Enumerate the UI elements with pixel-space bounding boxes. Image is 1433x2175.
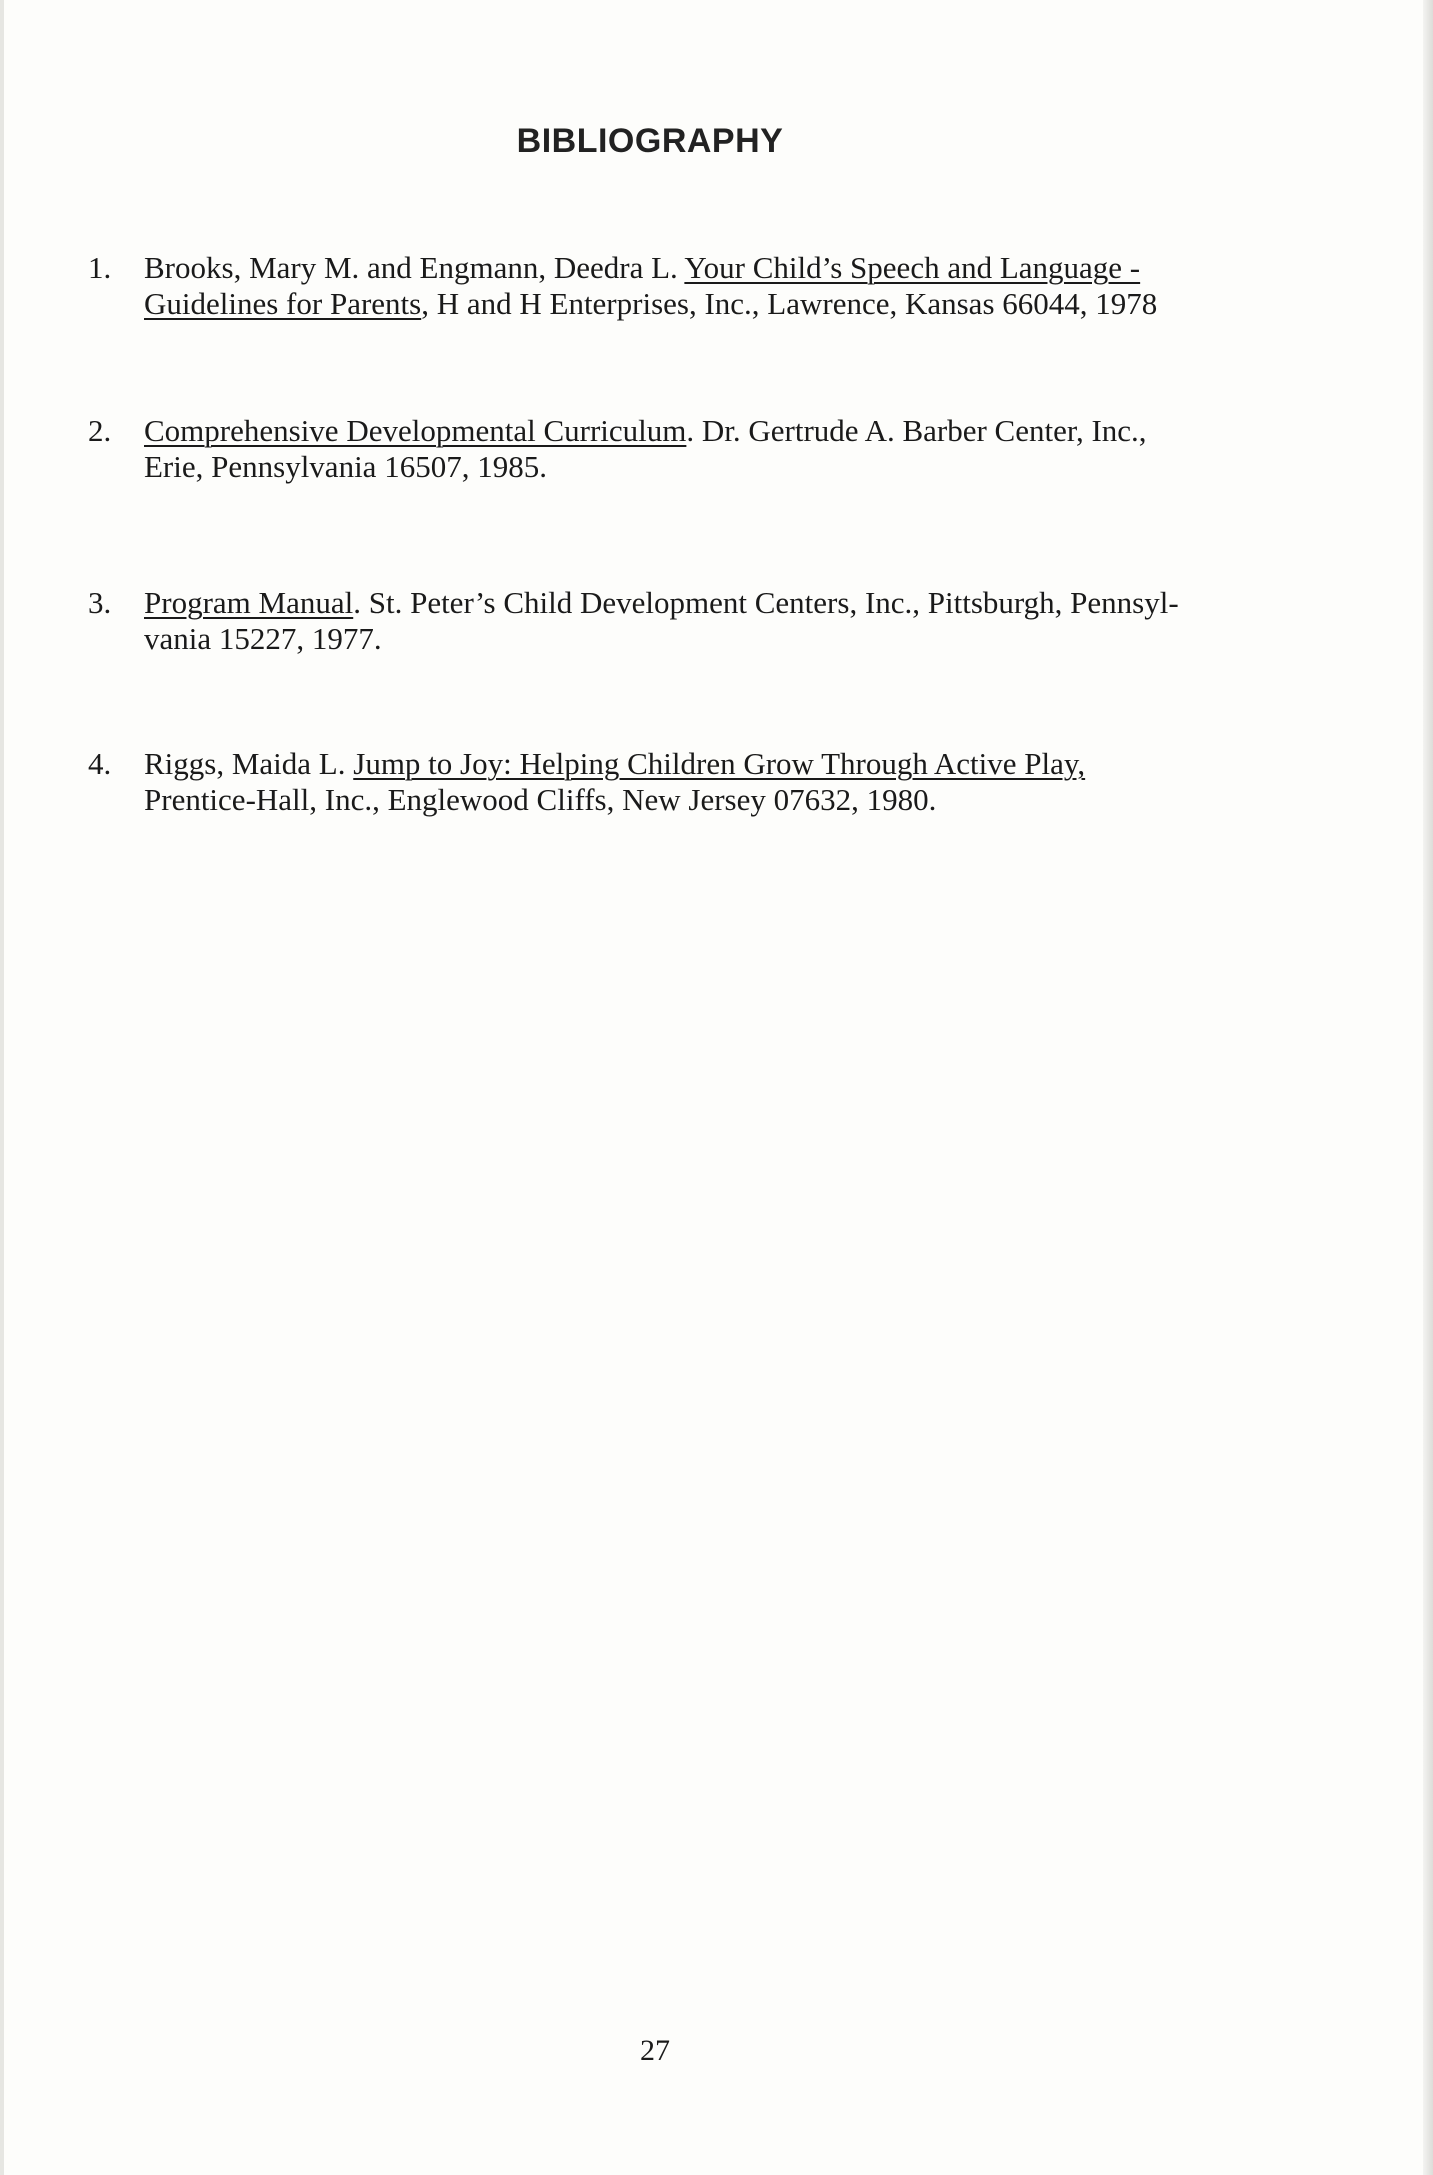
entry-author: Erie, Pennsylvania 16507, 1985. (144, 449, 547, 484)
page-title: BIBLIOGRAPHY (516, 122, 784, 160)
entry-author: vania 15227, 1977. (144, 621, 382, 656)
entry-details: . St. Peter’s Child Development Centers, Inc., Pittsburgh, Pennsyl- (353, 585, 1179, 620)
entry-line (144, 746, 1344, 782)
entry-title: Program Manual (144, 585, 354, 620)
entry-text (144, 746, 1344, 818)
entry-title: Guidelines for Parents (144, 286, 422, 321)
entry-line (144, 250, 1344, 286)
bibliography-entry (88, 585, 1288, 657)
entry-number: 1. (88, 250, 112, 285)
entry-line (144, 621, 1344, 657)
entry-text (144, 585, 1344, 657)
page-number: 27 (640, 2034, 670, 2067)
bibliography-entry (88, 250, 1288, 322)
entry-line (144, 413, 1344, 449)
entry-line (144, 286, 1344, 322)
entry-line (144, 449, 1344, 485)
entry-title: Your Child’s Speech and Language - (684, 250, 1141, 285)
entry-title: Comprehensive Developmental Curriculum (144, 413, 687, 448)
page-edge-left (0, 0, 4, 2175)
entry-text (144, 413, 1344, 485)
bibliography-entry (88, 746, 1288, 818)
entry-details: , H and H Enterprises, Inc., Lawrence, Kansas 66044, 1978 (421, 286, 1158, 321)
entry-text (144, 250, 1344, 322)
entry-details: . Dr. Gertrude A. Barber Center, Inc., (686, 413, 1147, 448)
entry-author: Riggs, Maida L. (144, 746, 354, 781)
entry-number: 3. (88, 585, 112, 620)
entry-line (144, 585, 1344, 621)
bibliography-entry (88, 413, 1288, 485)
entry-number: 2. (88, 413, 112, 448)
entry-author: Brooks, Mary M. and Engmann, Deedra L. (144, 250, 685, 285)
page-edge-right (1423, 0, 1433, 2175)
entry-line (144, 782, 1344, 818)
entry-author: Prentice-Hall, Inc., Englewood Cliffs, New Jersey 07632, 1980. (144, 782, 937, 817)
entry-number: 4. (88, 746, 112, 781)
entry-title: Jump to Joy: Helping Children Grow Through Active Play, (353, 746, 1086, 781)
